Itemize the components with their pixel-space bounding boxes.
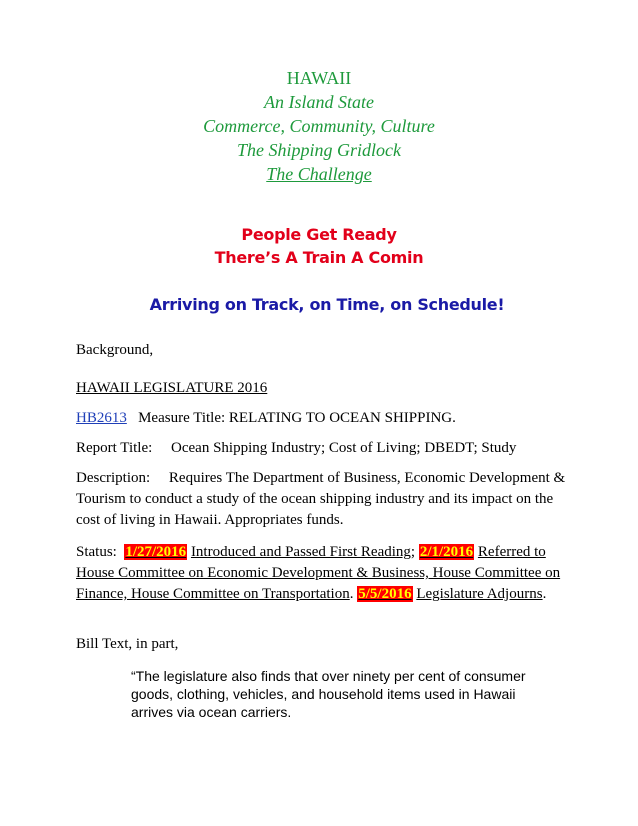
doc-subtitle-2: Commerce, Community, Culture xyxy=(203,116,435,136)
status-date-3: 5/5/2016 xyxy=(358,586,412,602)
bill-link[interactable]: HB2613 xyxy=(76,410,127,426)
status-text-3: Legislature Adjourns xyxy=(416,586,543,602)
report-title: Report Title: Ocean Shipping Industry; Cost of Living; DBEDT; Study xyxy=(76,440,517,456)
status-line-3 xyxy=(76,584,566,604)
status-line-2 xyxy=(76,563,566,583)
status-label: Status: xyxy=(76,544,117,560)
legislature-text: HAWAII LEGISLATURE 2016 xyxy=(76,380,268,396)
description-line-3: cost of living in Hawaii. Appropriates funds. xyxy=(76,512,344,528)
description-line-2: Tourism to conduct a study of the ocean shipping industry and its impact on the xyxy=(76,491,554,507)
status-date-2: 2/1/2016 xyxy=(419,544,474,560)
doc-subtitle-4 xyxy=(0,162,638,186)
doc-subtitle-1: An Island State xyxy=(264,92,374,112)
status-date-1: 1/27/2016 xyxy=(125,544,187,560)
status-text-2a: Referred to xyxy=(477,544,546,560)
description-line-1: Description: Requires The Department of Business, Economic Development & xyxy=(76,470,566,486)
status-end: . xyxy=(542,586,547,602)
slogan-line-2: There’s A Train A Comin xyxy=(214,248,424,267)
status-text-1: Introduced and Passed First Reading xyxy=(190,544,411,560)
status-line-1 xyxy=(76,542,566,562)
doc-title: HAWAII xyxy=(286,68,352,88)
measure-title: Measure Title: RELATING TO OCEAN SHIPPING. xyxy=(138,410,456,426)
slogan-line-3: Arriving on Track, on Time, on Schedule! xyxy=(149,295,505,314)
status-text-2b: House Committee on Economic Development & Business, House Committee on xyxy=(76,565,561,581)
legislature-heading xyxy=(76,378,267,398)
status-sep-1: ; xyxy=(410,544,416,560)
measure-line xyxy=(76,408,456,428)
slogan-line-1: People Get Ready xyxy=(241,225,397,244)
bill-text-label: Bill Text, in part, xyxy=(76,636,179,652)
doc-subtitle-3: The Shipping Gridlock xyxy=(237,140,401,160)
status-text-2c: Finance, House Committee on Transportation xyxy=(76,586,350,602)
quote-line-2: goods, clothing, vehicles, and household items used in Hawaii xyxy=(131,686,516,702)
quote-line-1: “The legislature also finds that over ninety per cent of consumer xyxy=(131,668,526,684)
background-heading: Background, xyxy=(76,342,154,358)
status-sep-2: . xyxy=(349,586,354,602)
doc-subtitle-4-text: The Challenge xyxy=(266,164,372,184)
quote-line-3: arrives via ocean carriers. xyxy=(131,704,292,720)
